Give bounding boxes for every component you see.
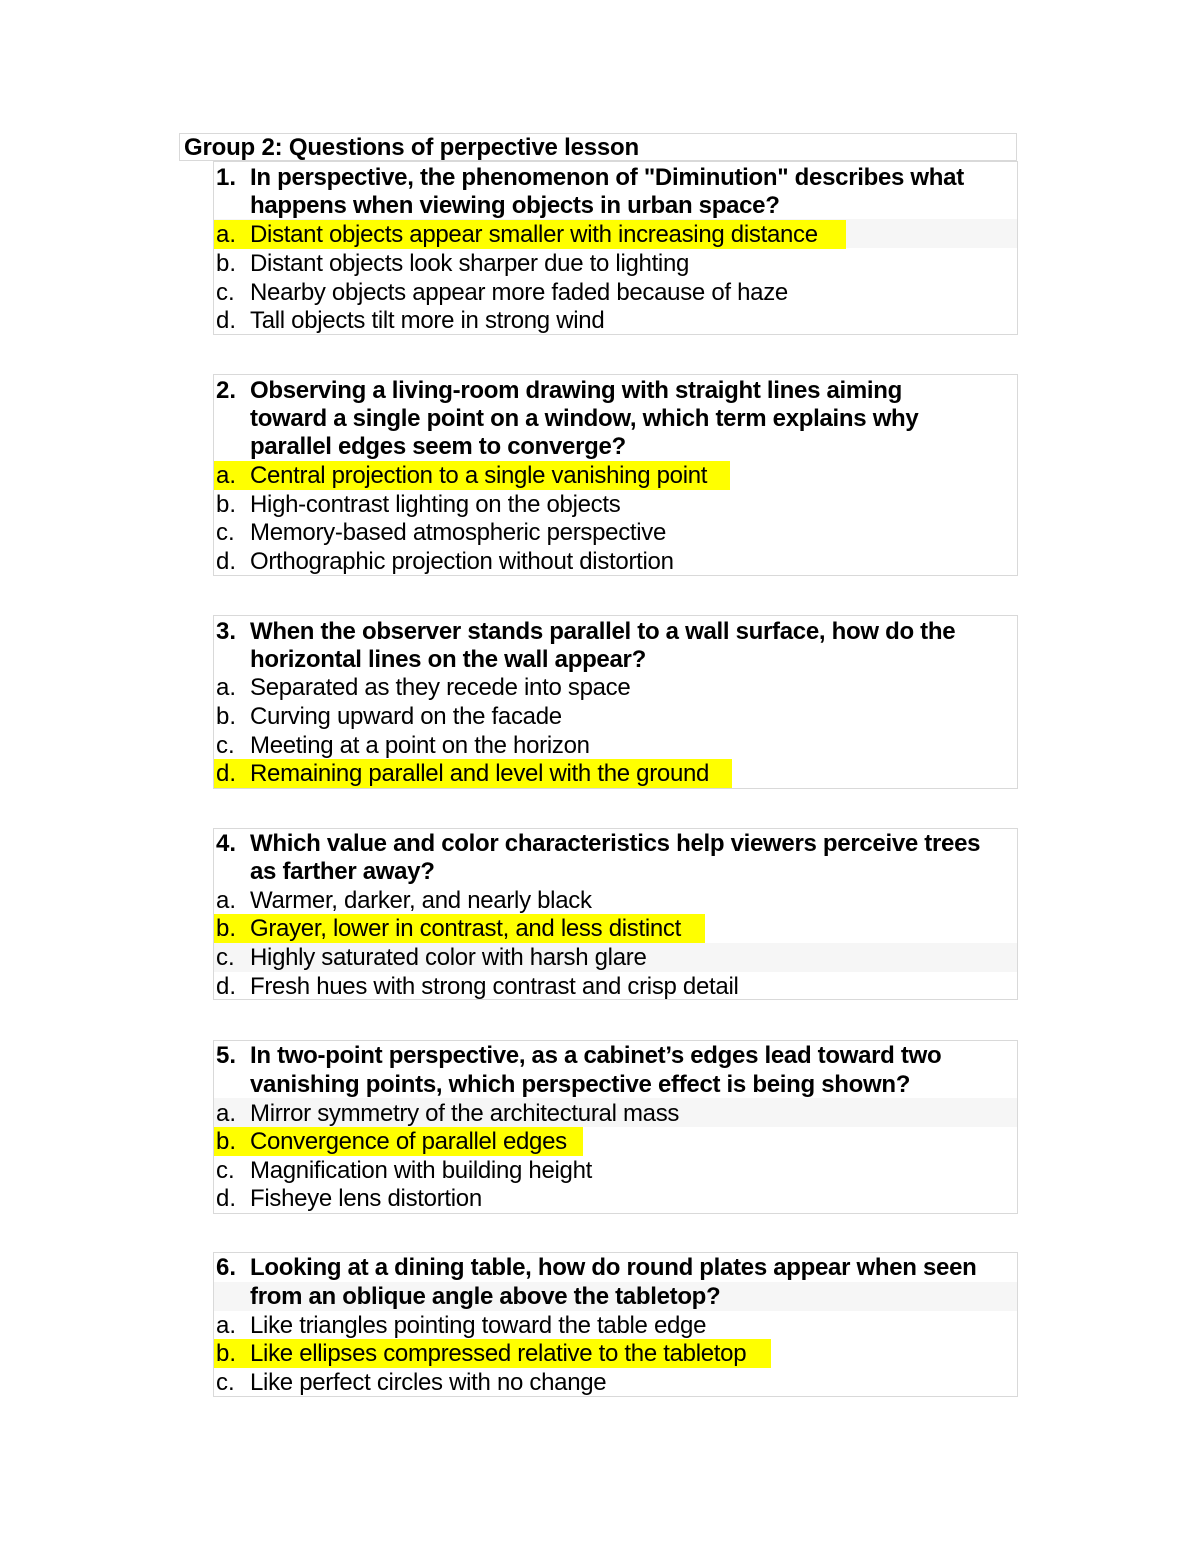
option-letter: a. <box>216 462 237 489</box>
option-text: Remaining parallel and level with the ground <box>250 760 710 787</box>
option-letter: c. <box>216 1157 235 1184</box>
option-text: Central projection to a single vanishing point <box>250 462 708 489</box>
question-number: 3. <box>216 618 237 645</box>
question-text-line: horizontal lines on the wall appear? <box>250 646 646 673</box>
option-text: Like triangles pointing toward the table edge <box>250 1312 707 1339</box>
option-letter: b. <box>216 491 237 518</box>
question-number: 2. <box>216 377 237 404</box>
option-text: Separated as they recede into space <box>250 674 631 701</box>
option-letter: d. <box>216 973 237 1000</box>
option-text: Memory-based atmospheric perspective <box>250 519 667 546</box>
question-text-line: from an oblique angle above the tabletop? <box>250 1283 721 1310</box>
question-text-line: parallel edges seem to converge? <box>250 433 626 460</box>
question-text-line: toward a single point on a window, which term explains why <box>250 405 919 432</box>
option-text: Distant objects look sharper due to lighting <box>250 250 690 277</box>
option-letter: a. <box>216 887 237 914</box>
option-letter: d. <box>216 760 237 787</box>
option-letter: c. <box>216 732 235 759</box>
option-text: Magnification with building height <box>250 1157 593 1184</box>
option-text: Mirror symmetry of the architectural mass <box>250 1100 680 1127</box>
question-number: 4. <box>216 830 237 857</box>
option-letter: b. <box>216 1128 237 1155</box>
question-text-line: In perspective, the phenomenon of "Diminution" describes what <box>250 164 964 191</box>
option-letter: c. <box>216 1369 235 1396</box>
question-text-line: In two-point perspective, as a cabinet’s edges lead toward two <box>250 1042 942 1069</box>
option-text: Warmer, darker, and nearly black <box>250 887 592 914</box>
option-text: Highly saturated color with harsh glare <box>250 944 647 971</box>
option-text: Tall objects tilt more in strong wind <box>250 307 605 334</box>
option-letter: c. <box>216 519 235 546</box>
option-letter: d. <box>216 548 237 575</box>
question-number: 5. <box>216 1042 237 1069</box>
option-letter: d. <box>216 1185 237 1212</box>
option-text: Like ellipses compressed relative to the tabletop <box>250 1340 747 1367</box>
question-text-line: Observing a living-room drawing with straight lines aiming <box>250 377 903 404</box>
question-text-line: vanishing points, which perspective effect is being shown? <box>250 1071 911 1098</box>
option-text: Curving upward on the facade <box>250 703 562 730</box>
question-text-line: Looking at a dining table, how do round plates appear when seen <box>250 1254 977 1281</box>
question-text-line: happens when viewing objects in urban space? <box>250 192 780 219</box>
option-letter: b. <box>216 703 237 730</box>
option-text: Grayer, lower in contrast, and less distinct <box>250 915 681 942</box>
question-number: 6. <box>216 1254 237 1281</box>
question-number: 1. <box>216 164 237 191</box>
question-text-line: When the observer stands parallel to a wall surface, how do the <box>250 618 956 645</box>
option-text: Like perfect circles with no change <box>250 1369 607 1396</box>
option-text: Convergence of parallel edges <box>250 1128 567 1155</box>
option-letter: b. <box>216 915 237 942</box>
question-text-line: Which value and color characteristics help viewers perceive trees <box>250 830 981 857</box>
option-text: High-contrast lighting on the objects <box>250 491 621 518</box>
page-title: Group 2: Questions of perpective lesson <box>184 134 639 161</box>
option-text: Orthographic projection without distortion <box>250 548 674 575</box>
option-text: Nearby objects appear more faded because of haze <box>250 279 788 306</box>
option-letter: a. <box>216 221 237 248</box>
option-letter: c. <box>216 944 235 971</box>
option-text: Meeting at a point on the horizon <box>250 732 590 759</box>
question-text-line: as farther away? <box>250 858 435 885</box>
option-letter: d. <box>216 307 237 334</box>
option-letter: c. <box>216 279 235 306</box>
option-text: Distant objects appear smaller with increasing distance <box>250 221 818 248</box>
option-letter: b. <box>216 1340 237 1367</box>
option-letter: a. <box>216 1312 237 1339</box>
option-letter: a. <box>216 1100 237 1127</box>
option-letter: a. <box>216 674 237 701</box>
option-text: Fresh hues with strong contrast and crisp detail <box>250 973 739 1000</box>
option-text: Fisheye lens distortion <box>250 1185 482 1212</box>
option-letter: b. <box>216 250 237 277</box>
